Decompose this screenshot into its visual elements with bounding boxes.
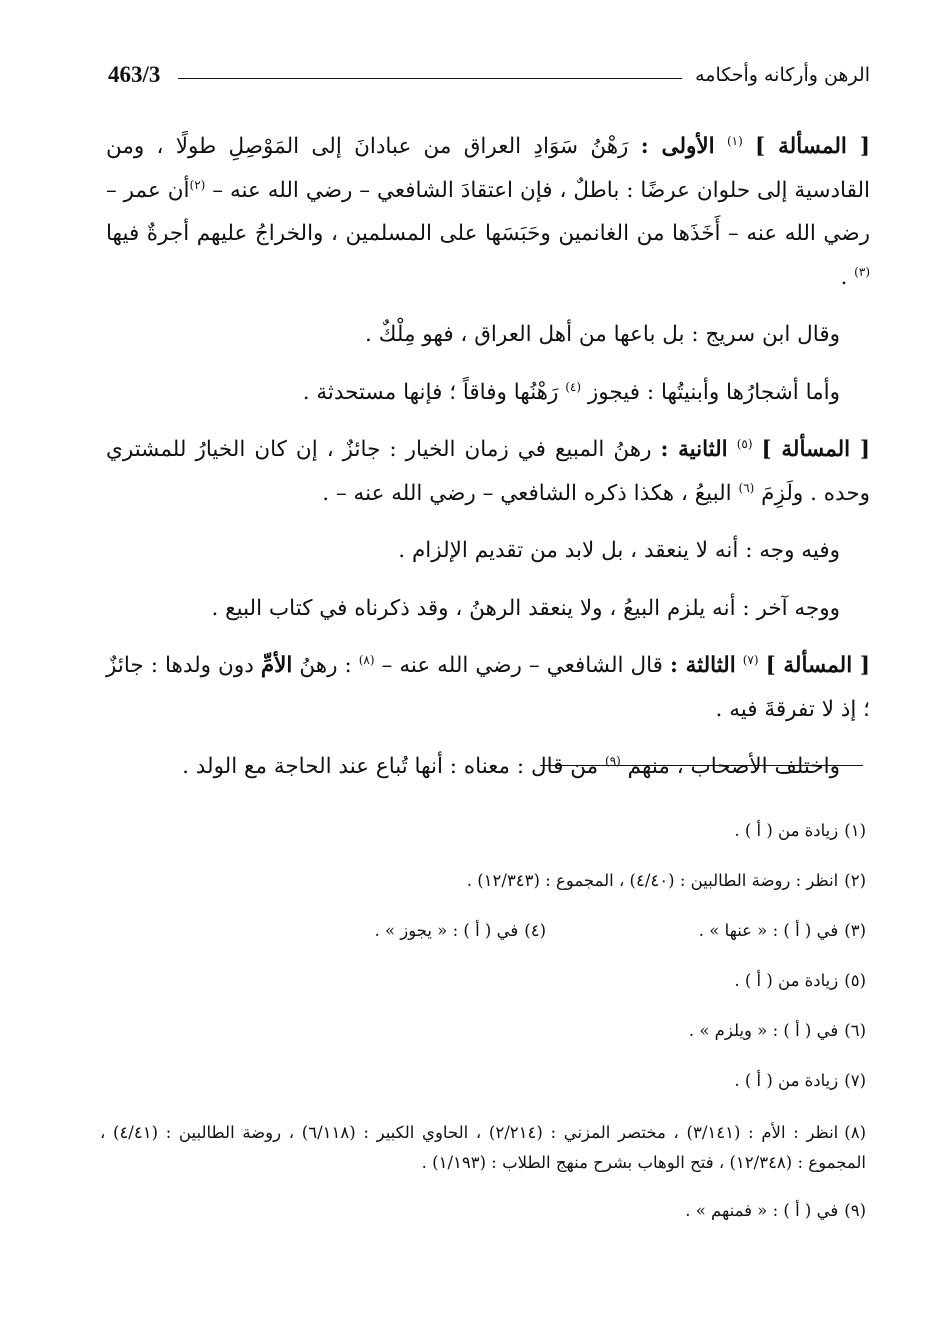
footnote-ref: (١) xyxy=(726,133,743,148)
paragraph-text: رَهْنُ سَوَادِ العراق من عبادانَ إلى المَوْصِلِ طولًا ، ومن القادسية إلى حلوان عرضًا : باطلٌ ، فإن اعتقادَ الشافعي – رضي الله عنه – xyxy=(106,134,870,203)
footnote xyxy=(100,968,866,994)
page-number: 463/3 xyxy=(108,62,161,87)
footnote-text: زيادة من ( أ ) . xyxy=(734,821,839,840)
paragraph-text: واختلف الأصحاب ، منهم xyxy=(620,754,840,779)
bold-word: الأمِّ xyxy=(260,653,293,678)
footnote-number: (٢) xyxy=(844,871,866,890)
footnote-number: (٧) xyxy=(844,1071,866,1090)
paragraph-text: من قال : معناه : أنها تُباع عند الحاجة مع الولد . xyxy=(182,754,605,779)
paragraph xyxy=(106,313,870,357)
footnote-number: (٤) xyxy=(524,921,546,940)
footnote xyxy=(100,1068,866,1094)
paragraph-text: دون ولدها : جائزٌ ؛ إذ لا تفرقةَ فيه . xyxy=(106,653,870,722)
paragraph xyxy=(106,371,870,415)
footnote-text: زيادة من ( أ ) . xyxy=(734,971,839,990)
footnote xyxy=(100,868,866,894)
header-title: الرهن وأركانه وأحكامه xyxy=(695,64,870,86)
footnote-ref: (٨) xyxy=(358,652,375,667)
paragraph-text: رهنُ المبيع في زمان الخيار : جائزٌ ، إن كان الخيارُ للمشتري وحده . ولَزِمَ xyxy=(106,437,870,506)
footnote-number: (٥) xyxy=(844,971,866,990)
footnote-text: في ( أ ) : « يجوز » . xyxy=(374,921,519,940)
footnote-ref: (٤) xyxy=(565,379,582,394)
footnote xyxy=(374,918,546,944)
paragraph-issue-2 xyxy=(106,428,870,515)
footnote-ref: (٣) xyxy=(854,264,870,279)
footnote xyxy=(546,918,866,944)
footnote-ref: (٥) xyxy=(736,436,753,451)
footnotes xyxy=(100,818,866,1248)
footnote-number: (٨) xyxy=(844,1123,867,1142)
paragraph-text: وأما أشجارُها وأبنيتُها : فيجوز xyxy=(581,379,840,405)
issue-heading: الأولى : xyxy=(640,134,715,159)
paragraph-text: . xyxy=(840,264,855,290)
footnote-text: انظر : الأم : (٣/١٤١) ، مختصر المزني : (٢/٢١٤) ، الحاوي الكبير : (٦/١١٨) ، روضة الطالبين : (٤/٤١) ، المجموع : (١٢/٣٤٨) ، فتح الوهاب بشرح منهج الطلاب : (١/١٩٣) . xyxy=(100,1123,866,1172)
issue-heading: الثانية : xyxy=(660,437,728,462)
paragraph-text: وقال ابن سريج : بل باعها من أهل العراق ، فهو مِلْكٌ . xyxy=(365,322,840,347)
paragraph-text: البيعُ ، هكذا ذكره الشافعي – رضي الله عنه – . xyxy=(322,480,739,506)
paragraph-issue-3 xyxy=(106,644,870,731)
footnote xyxy=(100,1018,866,1044)
footnote-text: زيادة من ( أ ) . xyxy=(734,1071,839,1090)
paragraph-text: ووجه آخر : أنه يلزم البيعُ ، ولا ينعقد الرهنُ ، وقد ذكرناه في كتاب البيع . xyxy=(211,595,840,621)
paragraph-text: أن عمر – رضي الله عنه – أَخَذَها من الغانمين وحَبَسَها على المسلمين ، والخراجُ عليهم أجرةٌ فيها xyxy=(106,177,870,246)
paragraph-text: قال الشافعي – رضي الله عنه – xyxy=(374,653,663,678)
paragraph xyxy=(106,745,870,789)
footnote xyxy=(100,1118,866,1178)
footnote-text: في ( أ ) : « فمنهم » . xyxy=(685,1201,839,1220)
header-rule xyxy=(178,78,682,79)
footnote-divider xyxy=(540,765,863,766)
footnote-ref: (٦) xyxy=(738,480,755,495)
paragraph xyxy=(106,587,870,631)
issue-heading: الثالثة : xyxy=(669,653,736,678)
footnote-number: (٩) xyxy=(844,1201,866,1220)
paragraph-text: وفيه وجه : أنه لا ينعقد ، بل لابد من تقديم الإلزام . xyxy=(398,538,840,563)
footnote-text: في ( أ ) : « عنها » . xyxy=(698,921,839,940)
footnote xyxy=(100,818,866,844)
paragraph-issue-1 xyxy=(106,125,870,299)
footnote-number: (٦) xyxy=(844,1021,866,1040)
paragraph xyxy=(106,529,870,573)
paragraph-text: : رهنُ xyxy=(292,653,359,678)
issue-label: [ المسألة ] xyxy=(761,437,870,462)
footnote-ref: (٩) xyxy=(605,753,621,768)
footnote-text: في ( أ ) : « ويلزم » . xyxy=(688,1021,839,1040)
footnote-number: (١) xyxy=(844,821,866,840)
footnote-ref: (٧) xyxy=(742,652,759,667)
footnote-ref: (٢) xyxy=(189,177,206,192)
main-text xyxy=(106,125,870,803)
footnote-text: انظر : روضة الطالبين : (٤/٤٠) ، المجموع : (١٢/٣٤٣) . xyxy=(466,871,839,890)
issue-label: [ المسألة ] xyxy=(755,134,870,159)
footnote xyxy=(100,1198,866,1224)
issue-label: [ المسألة ] xyxy=(765,653,871,678)
footnote-number: (٣) xyxy=(844,921,866,940)
footnote-pair xyxy=(100,918,866,944)
paragraph-text: رَهْنُها وفاقاً ؛ فإنها مستحدثة . xyxy=(302,379,566,405)
running-header xyxy=(108,62,870,92)
